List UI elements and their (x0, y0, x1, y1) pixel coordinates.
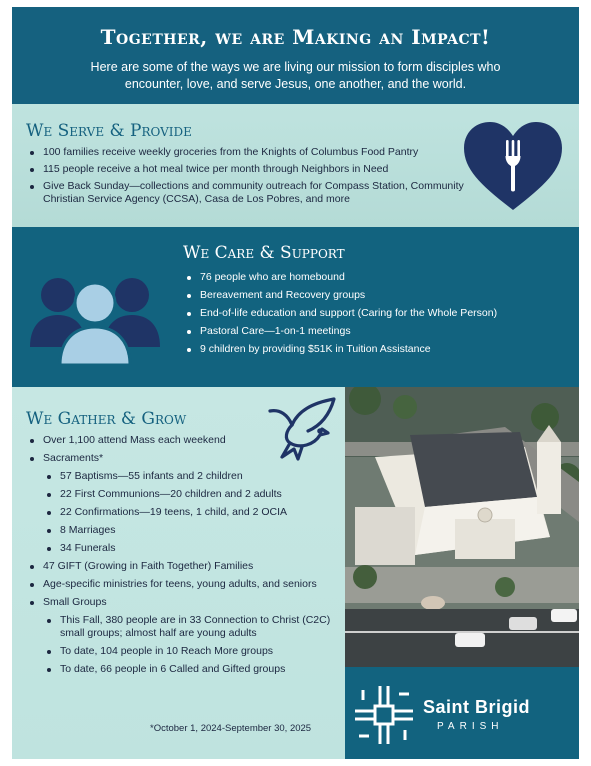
header-banner (12, 7, 579, 104)
care-heading: We Care & Support (183, 243, 345, 263)
small-groups-label: Small Groups (43, 596, 107, 608)
parish-logo (345, 667, 579, 759)
list-item: 8 Marriages (43, 524, 338, 537)
logo-subtitle: PARISH (437, 721, 504, 732)
list-item: 76 people who are homebound (183, 271, 573, 284)
list-item: 100 families receive weekly groceries from the Knights of Columbus Food Pantry (26, 146, 466, 159)
list-item: Bereavement and Recovery groups (183, 289, 573, 302)
impact-flyer (12, 7, 579, 759)
serve-section (12, 104, 579, 227)
list-item: End-of-life education and support (Caring for the Whole Person) (183, 307, 573, 320)
brigid-cross-icon (355, 686, 413, 744)
logo-name: Saint Brigid (423, 697, 531, 717)
list-item: Give Back Sunday—collections and community outreach for Compass Station, Community Christian Service Agency (CCSA), Casa de Los Pobres, and more (26, 180, 466, 206)
list-item: Over 1,100 attend Mass each weekend (26, 434, 338, 447)
list-item: 9 children by providing $51K in Tuition Assistance (183, 343, 573, 356)
serve-heading: We Serve & Provide (26, 121, 192, 141)
list-item: 22 Confirmations—19 teens, 1 child, and 2 OCIA (43, 506, 338, 519)
list-item: 34 Funerals (43, 542, 338, 555)
list-item: To date, 104 people in 10 Reach More groups (43, 645, 338, 658)
list-item: Pastoral Care—1-on-1 meetings (183, 325, 573, 338)
small-groups-list (43, 614, 338, 676)
grow-section (12, 387, 345, 759)
small-groups-item (26, 596, 338, 676)
care-section (12, 227, 579, 387)
list-item: 22 First Communions—20 children and 2 adults (43, 488, 338, 501)
serve-list (26, 146, 466, 210)
heart-fork-icon (462, 120, 564, 212)
people-group-icon (30, 265, 160, 365)
list-item: 47 GIFT (Growing in Faith Together) Families (26, 560, 338, 573)
list-item: 115 people receive a hot meal twice per month through Neighbors in Need (26, 163, 466, 176)
intro-text: Here are some of the ways we are living our mission to form disciples who encounter, love, and serve Jesus, one another, and the world. (90, 60, 501, 91)
list-item: To date, 66 people in 6 Called and Gifted groups (43, 663, 338, 676)
list-item: This Fall, 380 people are in 33 Connection to Christ (C2C) small groups; almost half are young adults (43, 614, 338, 640)
church-aerial-photo (345, 387, 579, 667)
sacraments-label: Sacraments* (43, 452, 104, 464)
list-item: 57 Baptisms—55 infants and 2 children (43, 470, 338, 483)
sacraments-item (26, 452, 338, 555)
page-title: Together, we are Making an Impact! (100, 25, 491, 49)
list-item: Age-specific ministries for teens, young adults, and seniors (26, 578, 338, 591)
grow-heading: We Gather & Grow (26, 409, 187, 429)
grow-list (26, 434, 338, 681)
footnote: *October 1, 2024-September 30, 2025 (150, 723, 312, 734)
care-list (183, 271, 573, 361)
sacraments-list (43, 470, 338, 555)
